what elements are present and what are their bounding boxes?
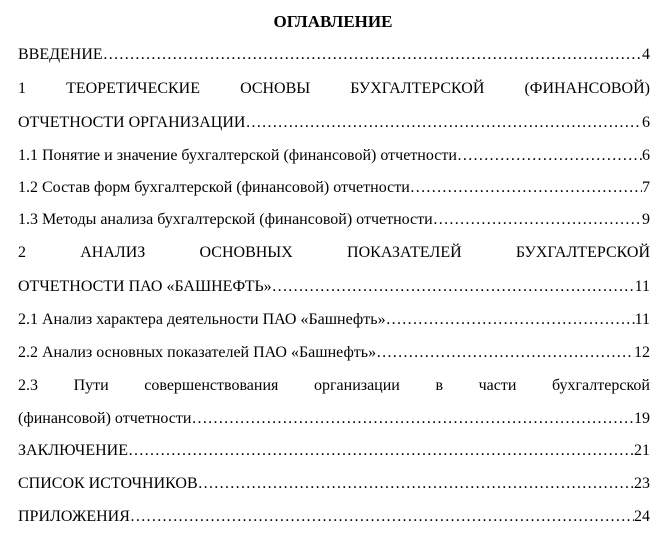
toc-entry-page: 19 (634, 410, 650, 427)
toc-leader-dots (128, 441, 634, 461)
toc-entry-introduction[interactable] (18, 45, 650, 65)
toc-entry-conclusion[interactable] (18, 441, 650, 461)
toc-leader-dots (103, 45, 642, 65)
toc-leader-dots (198, 474, 634, 494)
toc-leader-dots (433, 210, 642, 230)
toc-title: ОГЛАВЛЕНИЕ (273, 12, 393, 31)
toc-entry-text: ЗАКЛЮЧЕНИЕ (18, 442, 128, 459)
toc-entry-text: 2.1 Анализ характера деятельности ПАО «Башнефть» (18, 311, 386, 328)
toc-entry-chapter2-line1[interactable]: 2 АНАЛИЗ ОСНОВНЫХ ПОКАЗАТЕЛЕЙ БУХГАЛТЕРСКОЙ (18, 244, 650, 261)
toc-entry-appendices[interactable] (18, 507, 650, 527)
toc-leader-dots (386, 310, 635, 330)
toc-leader-dots (457, 146, 642, 166)
toc-entry-1-1[interactable] (18, 146, 650, 166)
toc-entry-page: 7 (642, 179, 650, 196)
toc-entry-chapter1[interactable] (18, 113, 650, 133)
toc-leader-dots (376, 343, 634, 363)
toc-entry-chapter2[interactable] (18, 277, 650, 297)
toc-entry-sources[interactable] (18, 474, 650, 494)
toc-entry-1-2[interactable] (18, 178, 650, 198)
toc-entry-text: 1.2 Состав форм бухгалтерской (финансовой) отчетности (18, 179, 410, 196)
toc-entry-2-3-line1[interactable]: 2.3 Пути совершенствования организации в части бухгалтерской (18, 377, 650, 394)
toc-entry-text: (финансовой) отчетности (18, 410, 192, 427)
toc-leader-dots (272, 277, 635, 297)
toc-entry-page: 6 (642, 114, 650, 131)
toc-entry-text: СПИСОК ИСТОЧНИКОВ (18, 475, 198, 492)
toc-leader-dots (191, 409, 634, 429)
toc-entry-2-2[interactable] (18, 343, 650, 363)
toc-entry-text: 1.1 Понятие и значение бухгалтерской (финансовой) отчетности (18, 147, 457, 164)
toc-entry-2-3[interactable] (18, 409, 650, 429)
toc-entry-page: 9 (642, 211, 650, 228)
toc-entry-page: 21 (634, 442, 650, 459)
toc-entry-page: 6 (642, 147, 650, 164)
toc-leader-dots (410, 178, 642, 198)
toc-leader-dots (130, 507, 634, 527)
toc-entry-page: 11 (634, 311, 650, 328)
toc-entry-page: 12 (634, 344, 650, 361)
toc-entry-page: 23 (634, 475, 650, 492)
toc-entry-1-3[interactable] (18, 210, 650, 230)
toc-entry-page: 11 (634, 278, 650, 295)
toc-entry-page: 24 (634, 508, 650, 525)
toc-entry-2-1[interactable] (18, 310, 650, 330)
toc-entry-text: ПРИЛОЖЕНИЯ (18, 508, 130, 525)
toc-entry-page: 4 (642, 46, 650, 63)
toc-leader-dots (245, 113, 642, 133)
toc-entry-chapter1-line1[interactable]: 1 ТЕОРЕТИЧЕСКИЕ ОСНОВЫ БУХГАЛТЕРСКОЙ (ФИНАНСОВОЙ) (18, 80, 650, 97)
toc-entry-text: ОТЧЕТНОСТИ ПАО «БАШНЕФТЬ» (18, 278, 272, 295)
toc-entry-text: ВВЕДЕНИЕ (18, 46, 103, 63)
toc-entry-text: 1.3 Методы анализа бухгалтерской (финансовой) отчетности (18, 211, 433, 228)
toc-entry-text: ОТЧЕТНОСТИ ОРГАНИЗАЦИИ (18, 114, 246, 131)
toc-entry-text: 2.2 Анализ основных показателей ПАО «Башнефть» (18, 344, 377, 361)
